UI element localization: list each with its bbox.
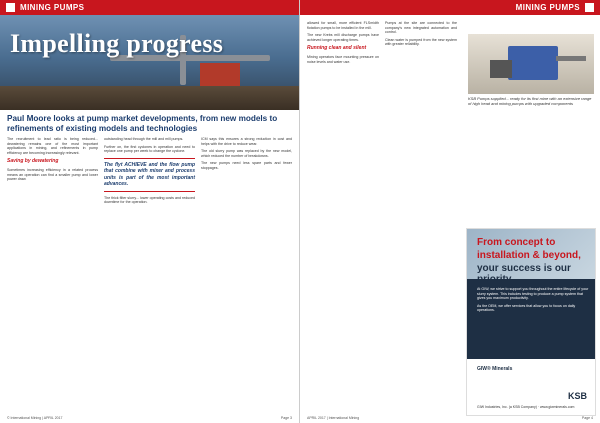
section-label: MINING PUMPS <box>515 3 580 12</box>
ad-footer: GIW Industries, Inc. (a KSB Company) · www.giwminerals.com <box>477 405 575 409</box>
paragraph: The new pumps need less spare parts and fewer stoppages. <box>201 161 292 170</box>
ksb-logo: KSB <box>567 391 587 401</box>
right-page <box>300 0 600 423</box>
page-footer <box>7 416 292 420</box>
section-band <box>0 0 299 15</box>
pipe-shape <box>556 56 586 61</box>
text-column-1 <box>7 137 98 208</box>
footer-page-number: Page 3 <box>280 416 292 420</box>
paragraph: The recruitment to lead ratio is being reduced... dewatering remains one of the most important applications in mining, and refinements in pump efficiency are becoming increasingly relevant. <box>7 137 98 155</box>
article-columns <box>300 15 464 67</box>
band-square-icon <box>6 3 15 12</box>
paragraph: outstanding head through the mill and mill pumps. <box>104 137 184 141</box>
ad-body-text <box>477 287 589 316</box>
text-column-3 <box>201 137 292 208</box>
ad-headline-1: From concept to <box>477 237 556 248</box>
text-column-1 <box>307 21 379 67</box>
motor-shape <box>490 60 512 78</box>
paragraph: Sometimes increasing efficiency in a related process means an operation can find a smaller pump and lower power draw. <box>7 168 98 181</box>
page-footer <box>307 416 593 420</box>
subheading: Running clean and silent <box>307 45 367 51</box>
pump-unit-shape <box>508 46 558 80</box>
paragraph: As the OEM, we offer services that allow you to focus on daily operations. <box>477 303 576 313</box>
paragraph: Clean water is pumped from the new system with greater reliability. <box>385 37 457 46</box>
paragraph: At GIW, we strive to support you throughout the entire lifecycle of your slurry system. This includes testing to produce a pump system that gives you maximum productivity. <box>477 287 589 301</box>
hero-image <box>0 15 299 110</box>
article-deck: Paul Moore looks at pump market developments, from new models to refinements of existing models and technologies <box>7 114 278 133</box>
subheading: Saving by dewatering <box>7 158 59 164</box>
ad-brand: GIW® Minerals <box>477 366 513 372</box>
advertisement <box>466 228 596 416</box>
paragraph: The thick filter slurry... lower operating costs and reduced downtime for the operation. <box>104 195 195 204</box>
photo-caption: KSB Pumps supplied... ready for its first mine with an extensive range of high head and mining pumps with upgraded components <box>468 96 592 106</box>
footer-publication: APRIL 2017 | International Mining <box>307 416 360 420</box>
text-column-2 <box>104 137 195 208</box>
band-square-icon <box>585 3 594 12</box>
paragraph: The new Krebs mill discharge pumps have achieved longer operating times. <box>307 33 379 42</box>
article-columns <box>0 137 299 208</box>
paragraph: Pumps at the site are connected to the company's new integrated automation and control. <box>385 21 457 34</box>
ad-subheadline: your success is our <box>477 263 571 274</box>
text-column-2 <box>385 21 457 67</box>
section-band <box>300 0 600 15</box>
pull-quote: The flyt ACHIEVE and the flow pump that combine with mixer and process units is part of the most important advances. <box>104 158 195 192</box>
ad-headline-2: installation & beyond, <box>477 250 581 261</box>
pump-machine-shape <box>200 63 240 87</box>
paragraph: The old slurry pump was replaced by the new model, which reduced the number of breakdowns. <box>201 149 292 158</box>
footer-page-number: Page 4 <box>581 416 593 420</box>
paragraph: Mining operators face mounting pressure on noise levels and water use. <box>307 55 379 64</box>
paragraph: allowed for small, more efficient FLSmidth flotation pumps to be installed in the mill. <box>307 21 379 30</box>
ground-shape <box>0 86 299 110</box>
paragraph: Further on, the first cyclones in operation and need to replace one pump per week to change the cyclone. <box>104 144 195 153</box>
article-title: Impelling progress <box>10 29 224 58</box>
section-label: MINING PUMPS <box>20 3 85 12</box>
paragraph: ICM says this ensures a strong reduction in cost and helps with the drive to reduce wear. <box>201 137 292 146</box>
pump-photo <box>468 34 594 94</box>
footer-publication: © International Mining | APRIL 2017 <box>7 416 63 420</box>
